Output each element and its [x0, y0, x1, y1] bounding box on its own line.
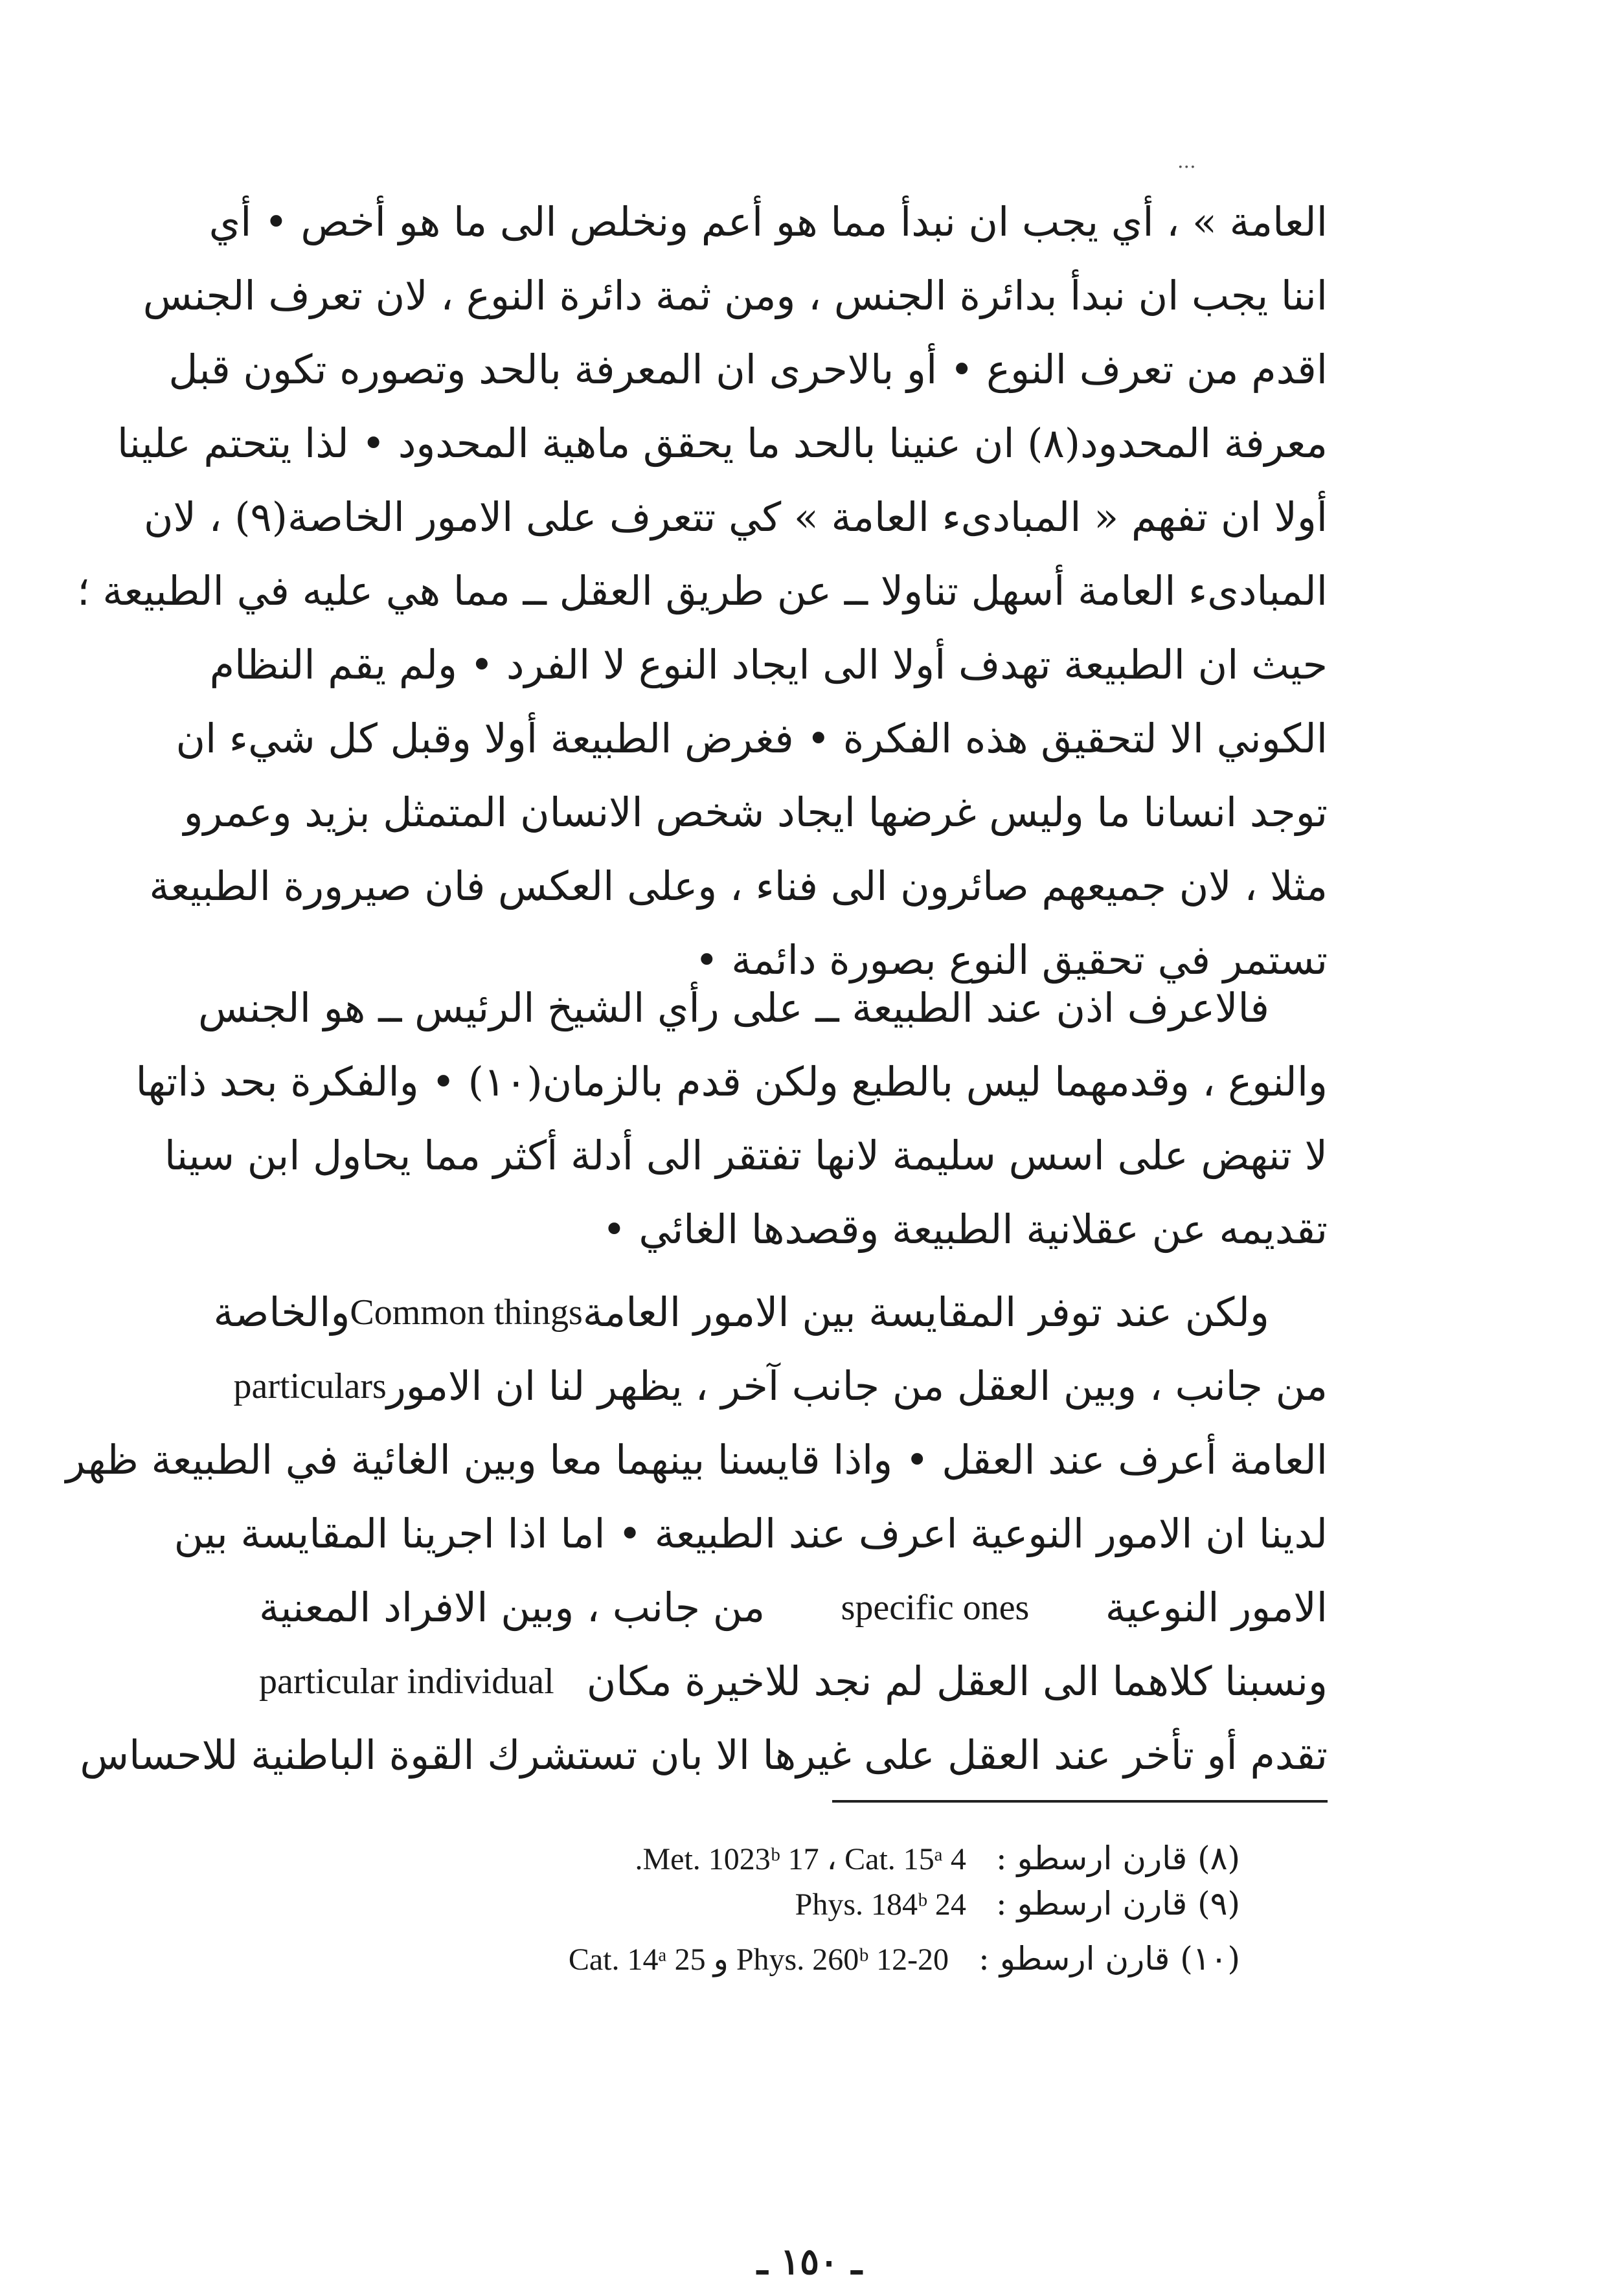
footnote-citation: Met. 1023ᵇ 17 ، Cat. 15ᵃ 4. — [635, 1842, 966, 1876]
footnote-ref: (٨) قارن ارسطو : — [995, 1840, 1240, 1877]
text-line: الكوني الا لتحقيق هذه الفكرة • فغرض الطبيعة أولا وقبل كل شيء ان — [175, 715, 1328, 762]
text-line: تقديمه عن عقلانية الطبيعة وقصدها الغائي • — [602, 1206, 1328, 1253]
text-line: حيث ان الطبيعة تهدف أولا الى ايجاد النوع لا الفرد • ولم يقم النظام — [209, 641, 1328, 688]
paragraph-2 — [135, 971, 1328, 1266]
text-line: والنوع ، وقدمهما ليس بالطبع ولكن قدم بالزمان(١٠) • والفكرة بحد ذاتها — [135, 1058, 1328, 1105]
text-line: فالاعرف اذن عند الطبيعة ــ على رأي الشيخ الرئيس ــ هو الجنس — [198, 984, 1269, 1031]
paragraph-1 — [76, 185, 1328, 997]
line-segment: والخاصة — [213, 1289, 350, 1336]
english-term: Common things — [350, 1292, 583, 1333]
text-line — [259, 1645, 1328, 1718]
text-line: اننا يجب ان نبدأ بدائرة الجنس ، ومن ثمة دائرة النوع ، لان تعرف الجنس — [142, 272, 1328, 319]
footnote-citation: Phys. 260ᵇ 12-20 و Cat. 14ᵃ 25 — [568, 1942, 949, 1977]
text-line: توجد انسانا ما وليس غرضها ايجاد شخص الانسان المتمثل بزيد وعمرو — [183, 789, 1328, 836]
text-line — [233, 1349, 1328, 1423]
footnote-citation: Phys. 184ᵇ 24 — [795, 1887, 966, 1922]
english-term: particulars — [233, 1366, 387, 1406]
line-segment: ونسبنا كلاهما الى العقل لم نجد للاخيرة مكان — [586, 1658, 1328, 1705]
text-line: تقدم أو تأخر عند العقل على غيرها الا بان تستشرك القوة الباطنية للاحساس — [80, 1731, 1328, 1779]
footnote — [635, 1832, 1240, 1884]
text-line: أولا ان تفهم « المبادىء العامة » كي تتعرف على الامور الخاصة(٩) ، لان — [143, 493, 1328, 541]
footnote — [795, 1878, 1240, 1930]
text-line: لا تنهض على اسس سليمة لانها تفتقر الى أدلة أكثر مما يحاول ابن سينا — [164, 1132, 1328, 1179]
text-line — [213, 1276, 1328, 1349]
text-line: العامة » ، أي يجب ان نبدأ مما هو أعم ونخلص الى ما هو أخص • أي — [209, 198, 1328, 245]
line-segment: من جانب ، وبين الافراد المعنية — [259, 1584, 765, 1631]
top-mark: ... — [1177, 150, 1196, 173]
text-line: المبادىء العامة أسهل تناولا ــ عن طريق العقل ــ مما هي عليه في الطبيعة ؛ — [76, 567, 1328, 614]
line-segment: من جانب ، وبين العقل من جانب آخر ، يظهر لنا ان الامور — [386, 1362, 1328, 1410]
footnote-ref: (١٠) قارن ارسطو : — [978, 1940, 1240, 1977]
line-segment: ولكن عند توفر المقايسة بين الامور العامة — [582, 1289, 1269, 1336]
text-line: اقدم من تعرف النوع • أو بالاحرى ان المعرفة بالحد وتصوره تكون قبل — [168, 346, 1328, 393]
text-line — [259, 1571, 1328, 1645]
paragraph-3 — [65, 1276, 1328, 1792]
text-line: معرفة المحدود(٨) ان عنينا بالحد ما يحقق ماهية المحدود • لذا يتحتم علينا — [117, 420, 1328, 467]
page-number: ـ ١٥٠ ـ — [756, 2240, 863, 2283]
footnote-ref: (٩) قارن ارسطو : — [995, 1885, 1240, 1922]
english-term: particular individual — [259, 1661, 554, 1702]
text-line: العامة أعرف عند العقل • واذا قايسنا بينهما معا وبين الغائية في الطبيعة ظهر — [65, 1436, 1328, 1483]
line-segment: الامور النوعية — [1105, 1584, 1328, 1631]
text-line: لدينا ان الامور النوعية اعرف عند الطبيعة • اما اذا اجرينا المقايسة بين — [174, 1510, 1328, 1557]
footnote — [569, 1933, 1240, 1985]
text-line: تستمر في تحقيق النوع بصورة دائمة • — [694, 936, 1328, 984]
footnote-divider — [832, 1800, 1328, 1803]
text-line: مثلا ، لان جميعهم صائرون الى فناء ، وعلى العكس فان صيرورة الطبيعة — [149, 862, 1328, 910]
english-term: specific ones — [841, 1588, 1030, 1628]
